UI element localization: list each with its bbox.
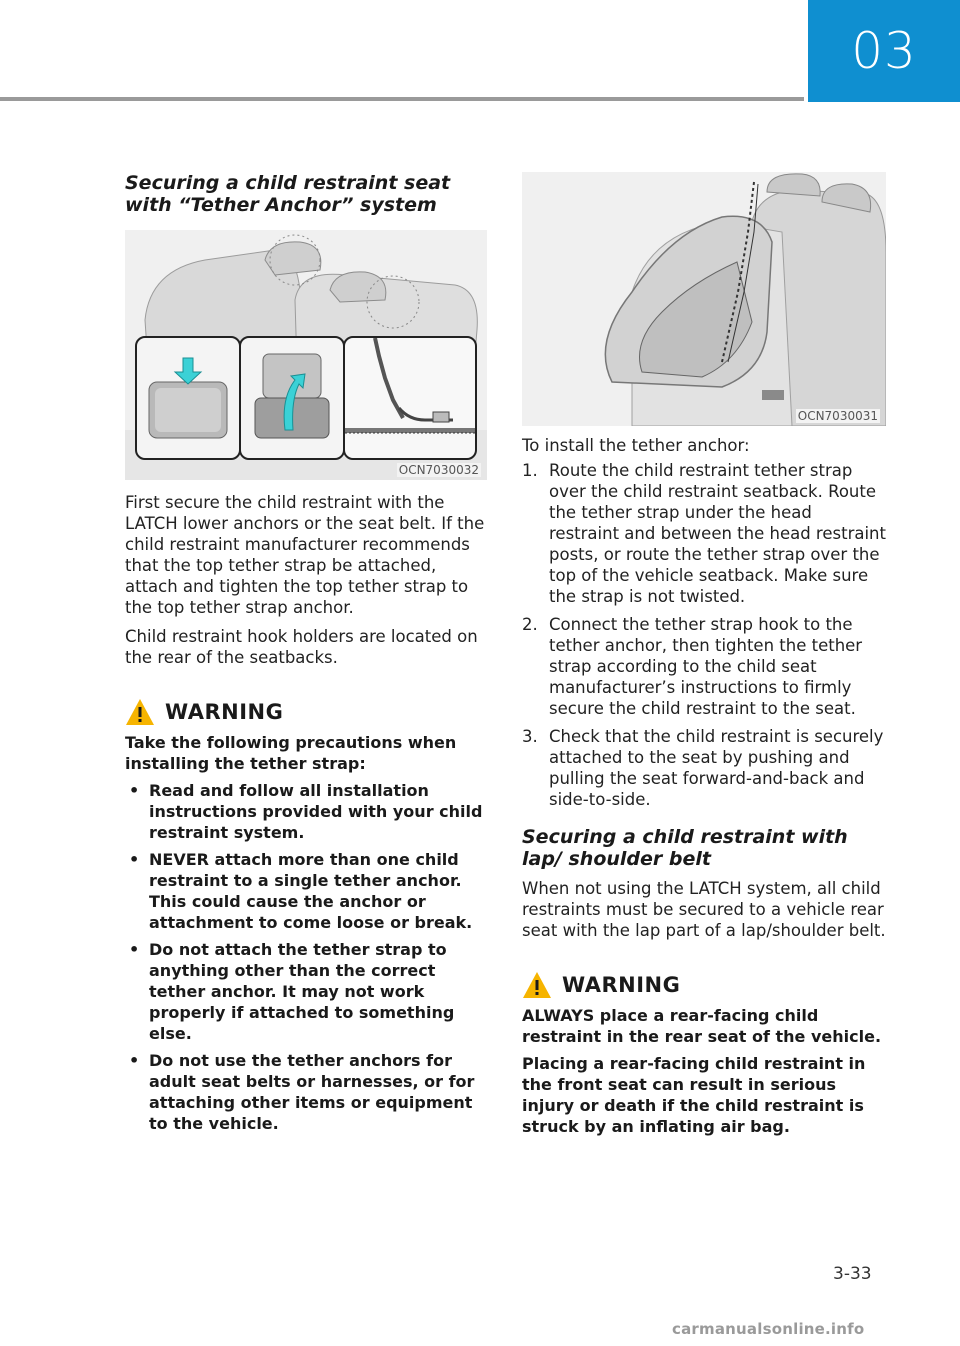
section-heading-lap-belt: Securing a child restraint with lap/ shoulder belt (522, 826, 848, 870)
warning-paragraph-2: Placing a rear-facing child restraint in the front seat can result in serious injury or death if the child restraint is struck by an inflating air bag. (522, 1054, 866, 1136)
steps-intro: To install the tether anchor: (522, 436, 750, 455)
warning-list (125, 780, 487, 1134)
page-number: 3-33 (833, 1264, 872, 1284)
tether-anchor-figure (125, 230, 487, 480)
lap-belt-paragraph: When not using the LATCH system, all child restraints must be secured to a vehicle rear seat with the lap part of a lap/shoulder belt. (522, 879, 886, 940)
warning-paragraph-1: ALWAYS place a rear-facing child restraint in the rear seat of the vehicle. (522, 1006, 882, 1046)
child-seat-illustration (522, 172, 886, 426)
install-step: 1. Route the child restraint tether strap over the child restraint seatback. Route the tether strap under the head restraint and between the head restraint posts, or route the tether strap over the top of the vehicle seatback. Make sure the strap is not twisted. (522, 461, 886, 606)
figure-code: OCN7030031 (797, 409, 878, 423)
inset-tether-hook (343, 336, 477, 460)
right-column (522, 172, 886, 1137)
watermark: carmanualsonline.info (672, 1320, 865, 1338)
hook-holder-paragraph: Child restraint hook holders are located on the rear of the seatbacks. (125, 627, 478, 667)
warning-triangle-icon (522, 971, 552, 999)
left-column (125, 172, 487, 1140)
section-heading-tether: Securing a child restraint seat with “Tether Anchor” system (125, 172, 451, 216)
bullet-icon: • (129, 940, 140, 959)
bullet-icon: • (129, 781, 140, 800)
install-step: 2. Connect the tether strap hook to the tether anchor, then tighten the tether strap according to the child seat manufacturer’s instructions to firmly secure the child restraint to the seat. (522, 615, 863, 718)
warning-intro: Take the following precautions when installing the tether strap: (125, 733, 457, 773)
tether-intro-paragraph: First secure the child restraint with the LATCH lower anchors or the seat belt. If the child restraint manufacturer recommends that the top tether strap be attached, attach and tighten the top tether strap to the top tether strap anchor. (125, 493, 485, 617)
install-steps (522, 460, 886, 810)
warning-triangle-icon (125, 698, 155, 726)
warning-title: WARNING (562, 973, 681, 997)
child-seat-figure (522, 172, 886, 426)
warning-box-rear-facing (522, 971, 886, 1137)
inset-hook-cover (135, 336, 241, 460)
warning-heading (522, 971, 886, 999)
bullet-icon: • (129, 850, 140, 869)
warning-box-tether (125, 698, 487, 1134)
install-step: 3. Check that the child restraint is securely attached to the seat by pushing and pulling the seat forward-and-back and side-to-side. (522, 727, 884, 809)
warning-item: • NEVER attach more than one child restraint to a single tether anchor. This could cause the anchor or attachment to come loose or break. (129, 850, 473, 932)
chapter-tab: 03 (808, 0, 960, 102)
header-rule (0, 97, 804, 101)
warning-heading (125, 698, 487, 726)
warning-item: • Do not use the tether anchors for adult seat belts or harnesses, or for attaching other items or equipment to the vehicle. (129, 1051, 475, 1133)
bullet-icon: • (129, 1051, 140, 1070)
figure-code: OCN7030032 (398, 463, 479, 477)
warning-item: • Do not attach the tether strap to anything other than the correct tether anchor. It may not work properly if attached to something else. (129, 940, 455, 1043)
warning-item: • Read and follow all installation instructions provided with your child restraint system. (129, 781, 483, 842)
inset-hook-open (239, 336, 345, 460)
warning-title: WARNING (165, 700, 284, 724)
